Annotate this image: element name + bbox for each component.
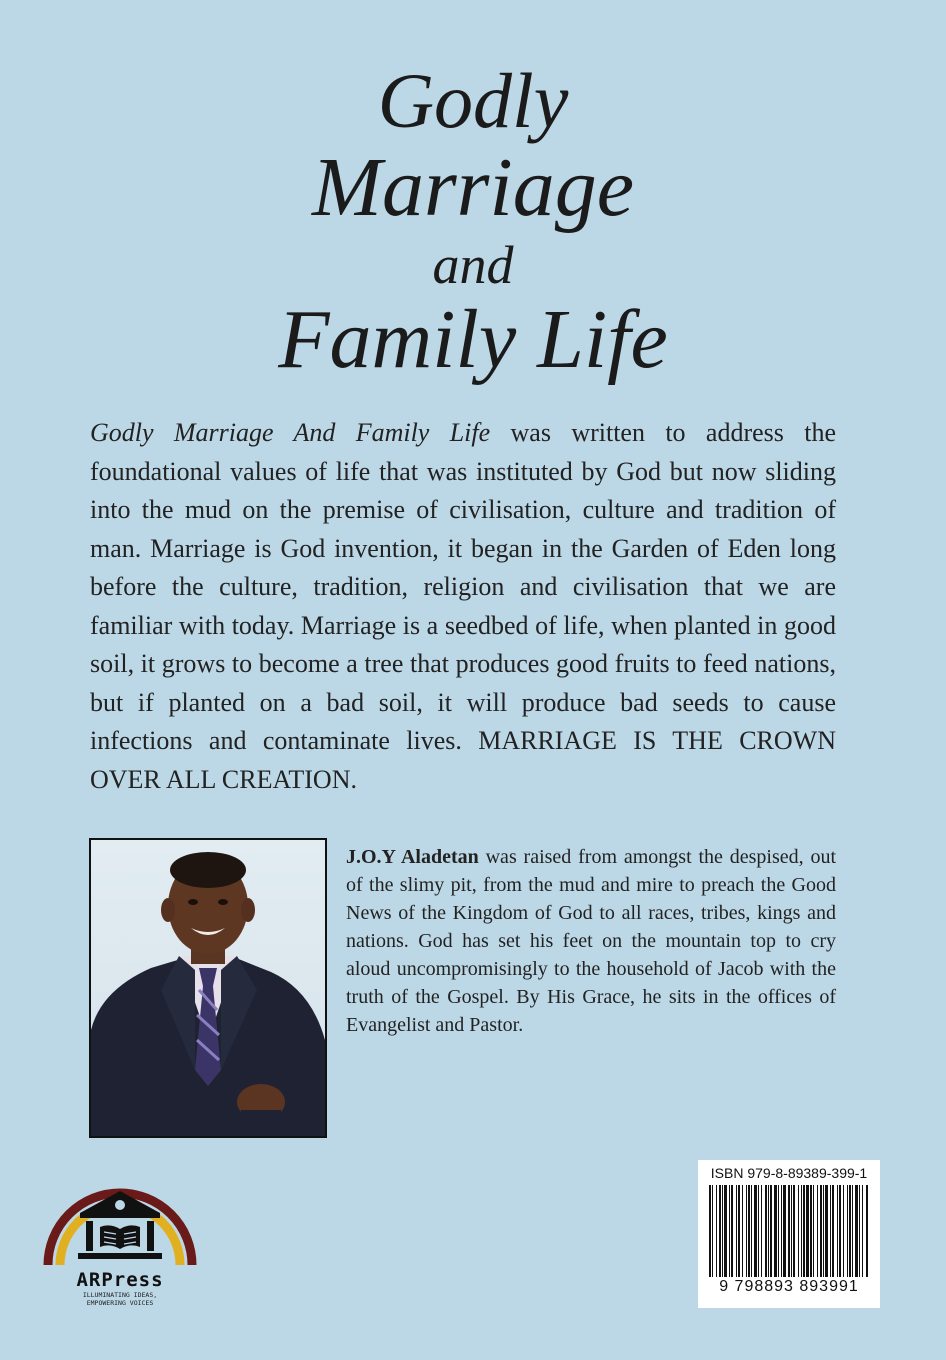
book-title <box>0 57 946 386</box>
barcode-bar <box>709 1185 711 1277</box>
barcode-bar <box>817 1185 818 1277</box>
blurb-book-name: Godly Marriage And Family Life <box>90 418 491 447</box>
title-line-4: Family Life <box>278 293 668 386</box>
barcode-bar <box>729 1185 730 1277</box>
barcode-bar <box>751 1185 752 1277</box>
barcode-bar <box>778 1185 779 1277</box>
barcode-bar <box>781 1185 782 1277</box>
barcode-bar <box>798 1185 799 1277</box>
barcode-bar <box>813 1185 814 1277</box>
publisher-name: ARPress <box>76 1269 164 1291</box>
barcode-bar <box>746 1185 747 1277</box>
barcode-bar <box>837 1185 838 1277</box>
author-photo <box>89 838 327 1138</box>
barcode-bars <box>707 1185 871 1277</box>
barcode-bar <box>793 1185 795 1277</box>
barcode-bar <box>742 1185 743 1277</box>
publisher-tagline-line-2: EMPOWERING VOICES <box>86 1299 154 1307</box>
barcode-bar <box>843 1185 844 1277</box>
barcode-bar <box>855 1185 858 1277</box>
book-blurb <box>90 414 836 799</box>
barcode-bar <box>852 1185 853 1277</box>
barcode-bar <box>731 1185 733 1277</box>
barcode-bar <box>801 1185 802 1277</box>
title-line-2: Marriage <box>312 141 634 234</box>
barcode-bar <box>719 1185 721 1277</box>
title-line-3: and <box>432 235 514 295</box>
isbn-barcode <box>698 1160 880 1308</box>
barcode-bar <box>862 1185 863 1277</box>
barcode-bar <box>712 1185 713 1277</box>
barcode-bar <box>716 1185 717 1277</box>
isbn-label: ISBN 979-8-89389-399-1 <box>710 1165 868 1181</box>
barcode-bar <box>736 1185 737 1277</box>
blurb-text: was written to address the foundational values of life that was instituted by God but now sliding into the mud on the premise of civilisation, culture and tradition of man. Marriage is God invention, it began in the Garden of Eden long before the culture, tradition, religion and civilisation that we are familiar with today. Marriage is a seedbed of life, when planted in good soil, it grows to become a tree that produces good fruits to feed nations, but if planted on a bad soil, it will produce bad seeds to cause infections and contaminate lives. MARRIAGE IS THE CROWN OVER ALL CREATION. <box>90 418 837 794</box>
barcode-bar <box>738 1185 740 1277</box>
barcode-bar <box>839 1185 841 1277</box>
publisher-tagline-line-1: ILLUMINATING IDEAS, <box>82 1291 158 1299</box>
barcode-bar <box>722 1185 723 1277</box>
barcode-bar <box>825 1185 828 1277</box>
barcode-bar <box>788 1185 790 1277</box>
barcode-bar <box>761 1185 762 1277</box>
barcode-bar <box>859 1185 860 1277</box>
author-name: J.O.Y Aladetan <box>346 846 479 868</box>
barcode-bar <box>770 1185 772 1277</box>
barcode-bar <box>849 1185 851 1277</box>
barcode-bar <box>823 1185 824 1277</box>
publisher-emblem-icon <box>40 1155 200 1269</box>
barcode-bar <box>758 1185 759 1277</box>
barcode-bar <box>810 1185 812 1277</box>
barcode-bar <box>768 1185 769 1277</box>
barcode-bar <box>866 1185 868 1277</box>
barcode-bar <box>820 1185 822 1277</box>
barcode-bar <box>724 1185 727 1277</box>
barcode-bar <box>774 1185 777 1277</box>
title-line-1: Godly <box>377 57 569 144</box>
author-bio-text: was raised from amongst the despised, out of the slimy pit, from the mud and mire to preach the Good News of the Kingdom of God to all races, tribes, kings and nations. God has set his feet on the mountain top to cry aloud uncompromisingly to the household of Jacob with the truth of the Gospel. By His Grace, he sits in the offices of Evangelist and Pastor. <box>346 846 837 1036</box>
publisher-tagline <box>60 1291 180 1307</box>
barcode-bar <box>806 1185 809 1277</box>
barcode-bar <box>803 1185 805 1277</box>
barcode-bar <box>847 1185 848 1277</box>
barcode-bar <box>765 1185 767 1277</box>
barcode-bar <box>783 1185 786 1277</box>
barcode-bar <box>748 1185 750 1277</box>
publisher-logo <box>40 1155 200 1335</box>
barcode-bar <box>791 1185 792 1277</box>
barcode-bar <box>754 1185 757 1277</box>
barcode-bar <box>830 1185 831 1277</box>
barcode-bar <box>832 1185 834 1277</box>
isbn-digits: 9 798893 893991 <box>719 1278 859 1295</box>
author-bio <box>346 843 836 1039</box>
